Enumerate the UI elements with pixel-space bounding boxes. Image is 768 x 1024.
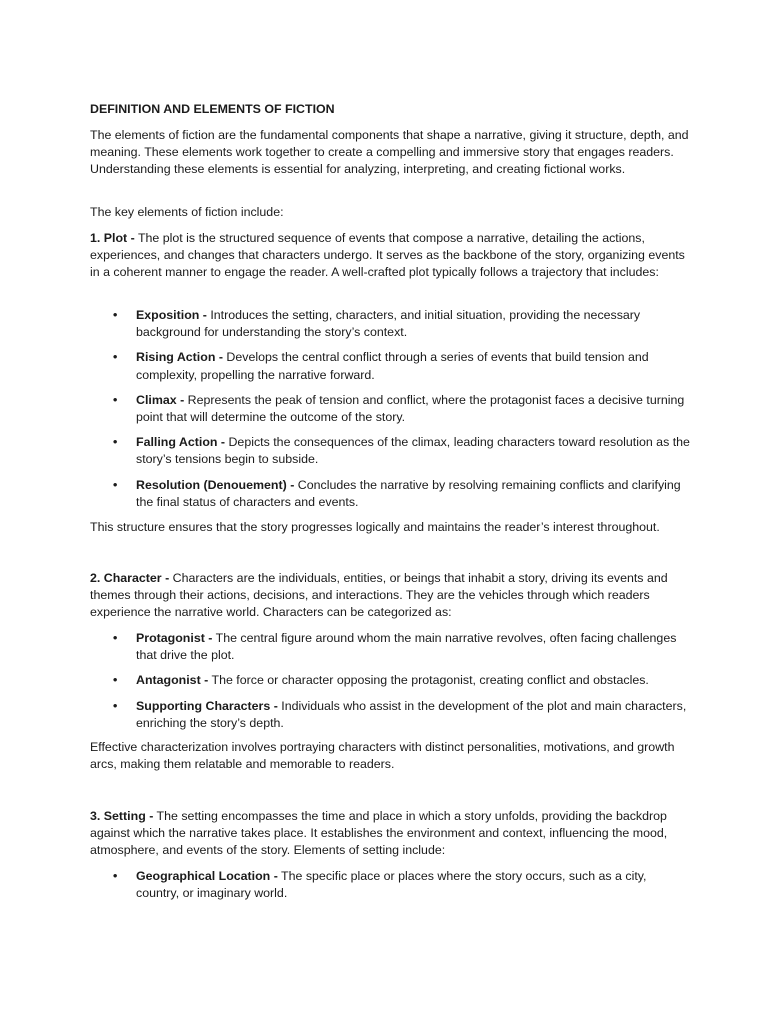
- item-term: Geographical Location -: [136, 869, 278, 883]
- character-heading: 2. Character -: [90, 571, 170, 585]
- setting-paragraph: [90, 808, 690, 860]
- character-list: [90, 630, 690, 740]
- intro-paragraph: The elements of fiction are the fundamental components that shape a narrative, giving it structure, depth, and meaning. These elements work together to create a compelling and immersive story that engages readers. Understanding these elements is essential for analyzing, interpreting, and creating fictional works.: [90, 128, 689, 177]
- item-desc: The force or character opposing the protagonist, creating conflict and obstacles.: [208, 673, 649, 688]
- list-item: [90, 349, 690, 383]
- item-term: Supporting Characters -: [136, 698, 278, 713]
- document-title: DEFINITION AND ELEMENTS OF FICTION: [90, 102, 335, 116]
- bullet-icon: •: [113, 435, 118, 450]
- list-item: [90, 434, 690, 468]
- item-desc: Depicts the consequences of the climax, leading characters toward resolution as the story’s tensions begin to subside.: [136, 435, 690, 467]
- setting-list: [90, 868, 690, 910]
- plot-list: [90, 307, 690, 519]
- bullet-icon: •: [113, 308, 118, 322]
- character-closing: Effective characterization involves portraying characters with distinct personalities, motivations, and growth arcs, making them relatable and memorable to readers.: [90, 740, 675, 772]
- plot-paragraph: [90, 230, 690, 282]
- character-text: Characters are the individuals, entities, or beings that inhabit a story, driving its events and themes through their actions, decisions, and interactions. They are the vehicles through which readers experience the narrative world. Characters can be categorized as:: [90, 571, 668, 620]
- item-desc: Introduces the setting, characters, and initial situation, providing the necessary background for understanding the story’s context.: [136, 308, 641, 340]
- plot-text: The plot is the structured sequence of events that compose a narrative, detailing the actions, experiences, and changes that characters undergo. It serves as the backbone of the story, organizing events in a coherent manner to engage the reader. A well-crafted plot typically follows a trajectory that includes:: [90, 231, 685, 280]
- item-desc: The central figure around whom the main narrative revolves, often facing challenges that drive the plot.: [136, 631, 677, 663]
- list-item: [90, 630, 690, 664]
- bullet-icon: •: [113, 698, 118, 713]
- list-item: [90, 868, 690, 902]
- bullet-icon: •: [113, 392, 118, 407]
- item-term: Rising Action -: [136, 350, 223, 365]
- list-item: [90, 477, 690, 511]
- item-term: Antagonist -: [136, 673, 209, 688]
- setting-heading: 3. Setting -: [90, 809, 154, 823]
- item-desc: Develops the central conflict through a series of events that build tension and complexity, propelling the narrative forward.: [136, 350, 649, 382]
- bullet-icon: •: [113, 477, 118, 492]
- list-item: [90, 307, 690, 341]
- bullet-icon: •: [113, 350, 118, 365]
- bullet-icon: •: [113, 673, 118, 688]
- key-elements-lead: The key elements of fiction include:: [90, 205, 284, 219]
- bullet-icon: •: [113, 631, 118, 645]
- list-item: [90, 392, 690, 426]
- item-term: Exposition -: [136, 308, 207, 322]
- plot-heading: 1. Plot -: [90, 231, 135, 245]
- setting-text: The setting encompasses the time and place in which a story unfolds, providing the backdrop against which the narrative takes place. It establishes the environment and context, influencing the mood, atmosphere, and events of the story. Elements of setting include:: [90, 809, 668, 858]
- bullet-icon: •: [113, 869, 118, 883]
- character-paragraph: [90, 570, 690, 622]
- item-desc: Concludes the narrative by resolving remaining conflicts and clarifying the final status of characters and events.: [136, 477, 681, 509]
- item-term: Falling Action -: [136, 435, 226, 450]
- item-desc: Individuals who assist in the development of the plot and main characters, enriching the story’s depth.: [136, 698, 687, 730]
- item-term: Resolution (Denouement) -: [136, 477, 295, 492]
- item-desc: The specific place or places where the story occurs, such as a city, country, or imaginary world.: [136, 869, 647, 901]
- list-item: [90, 672, 690, 689]
- item-desc: Represents the peak of tension and conflict, where the protagonist faces a decisive turning point that will determine the outcome of the story.: [136, 392, 685, 425]
- item-term: Protagonist -: [136, 631, 213, 645]
- item-term: Climax -: [136, 392, 185, 407]
- list-item: [90, 698, 690, 732]
- plot-closing: This structure ensures that the story progresses logically and maintains the reader’s interest throughout.: [90, 520, 660, 534]
